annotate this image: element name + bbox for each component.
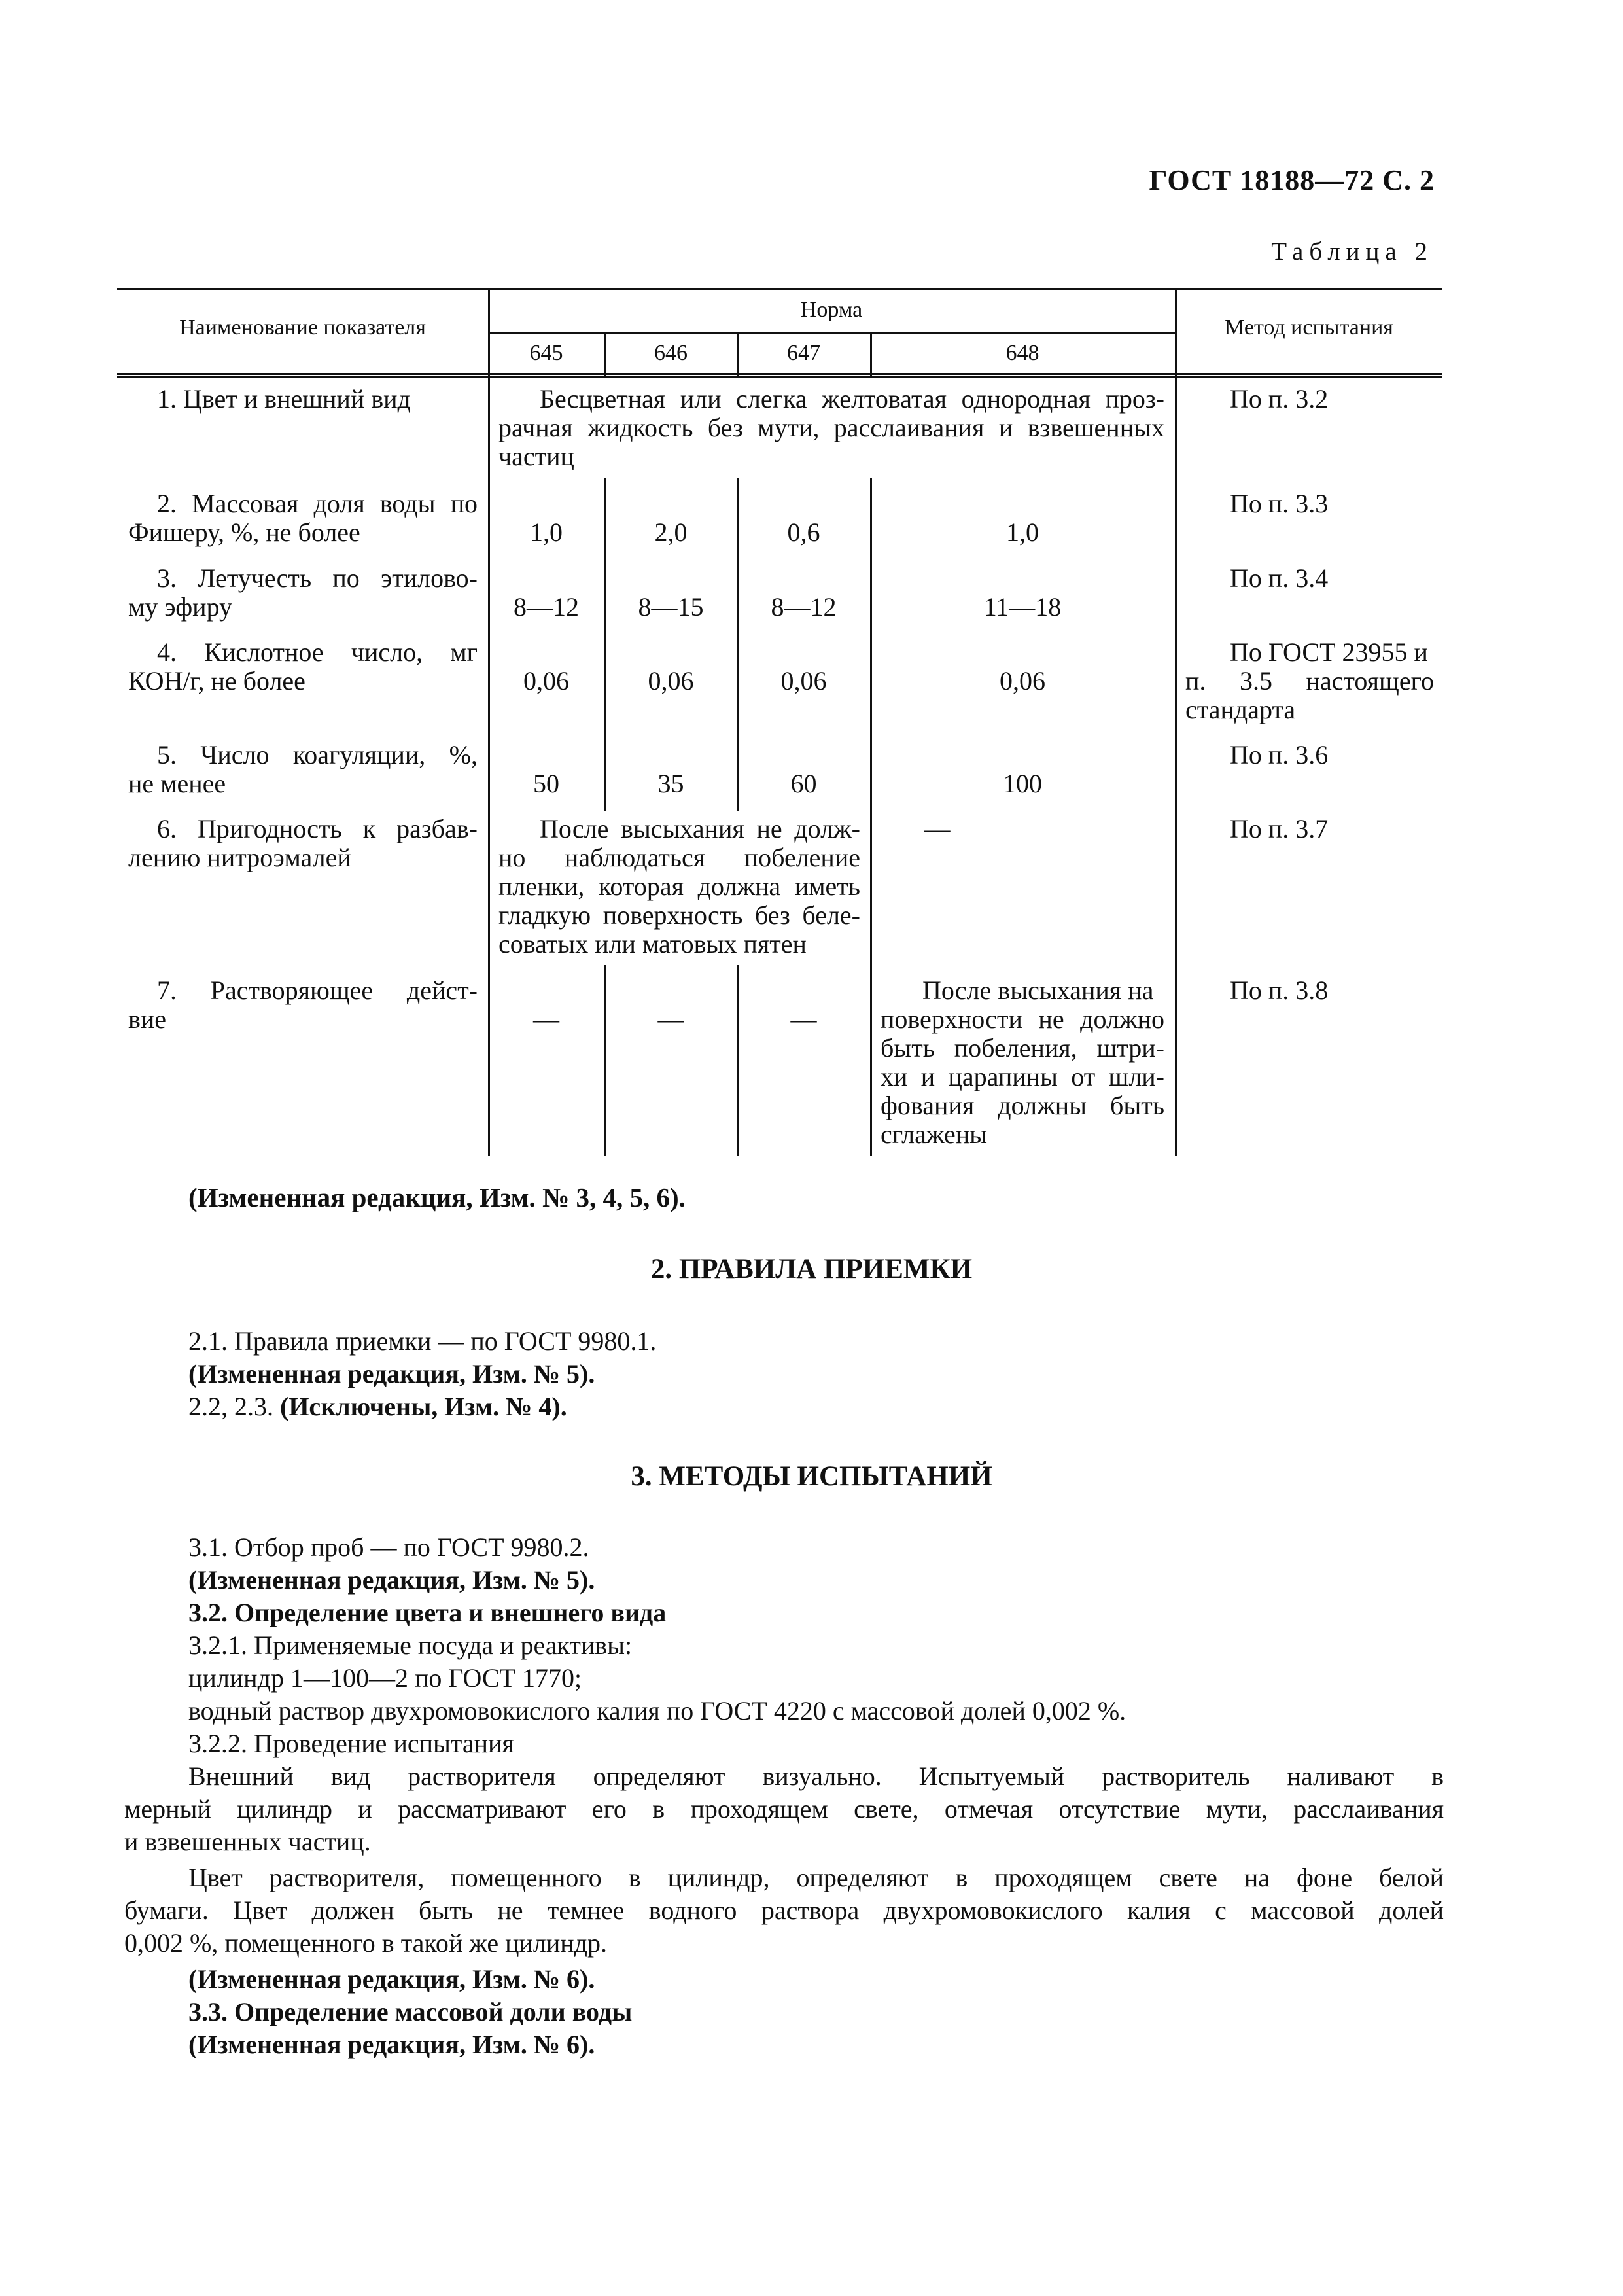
value-647: — <box>790 1004 817 1034</box>
value-646: 35 <box>657 769 684 798</box>
row-norm-text: гладкую поверхность без беле- <box>498 900 860 930</box>
row-name: му эфиру <box>128 592 233 622</box>
grade-646: 646 <box>654 341 688 365</box>
section-3-p10: (Измененная редакция, Изм. № 6). <box>188 2030 595 2059</box>
row-name: 3. Летучесть по этилово- <box>157 563 478 593</box>
row-method: По ГОСТ 23955 и <box>1230 637 1428 667</box>
value-645: 1,0 <box>530 518 563 547</box>
value-646: 8—15 <box>638 592 704 622</box>
grade-647: 647 <box>787 341 820 365</box>
section-3-p6: водный раствор двухромовокислого калия по ГОСТ 4220 с массовой долей 0,002 %. <box>188 1696 1126 1725</box>
value-646: 0,06 <box>648 666 694 696</box>
section-3-title: 3. МЕТОДЫ ИСПЫТАНИЙ <box>631 1461 992 1492</box>
col-header-name: Наименование показателя <box>179 315 426 340</box>
value-648-text: хи и царапины от шли- <box>881 1062 1164 1091</box>
row-method: По п. 3.3 <box>1230 489 1329 518</box>
row-name: 1. Цвет и внешний вид <box>157 384 411 414</box>
row-name: Фишеру, %, не более <box>128 518 360 547</box>
section-3-p3: 3.2. Определение цвета и внешнего вида <box>188 1598 667 1627</box>
value-648: 11—18 <box>983 592 1062 622</box>
row-name: 5. Число коагуляции, %, <box>157 740 478 769</box>
section-2-title: 2. ПРАВИЛА ПРИЕМКИ <box>650 1254 973 1284</box>
page-header: ГОСТ 18188—72 С. 2 <box>1149 164 1435 196</box>
row-method: По п. 3.2 <box>1230 384 1329 414</box>
row-norm-text: соватых или матовых пятен <box>498 929 807 959</box>
value-645: 8—12 <box>514 592 579 622</box>
row-method: По п. 3.4 <box>1230 563 1329 593</box>
section-2-p3: 2.2, 2.3. (Исключены, Изм. № 4). <box>188 1392 567 1421</box>
section-2-p1: 2.1. Правила приемки — по ГОСТ 9980.1. <box>188 1326 657 1356</box>
value-648: 1,0 <box>1006 518 1039 547</box>
row-name: 2. Массовая доля воды по <box>157 489 478 518</box>
row-norm-text: частиц <box>498 442 574 471</box>
row-method: п. 3.5 настоящего <box>1185 666 1434 696</box>
value-647: 60 <box>790 769 817 798</box>
section-3-p1: 3.1. Отбор проб — по ГОСТ 9980.2. <box>188 1532 589 1562</box>
grade-648: 648 <box>1005 341 1039 365</box>
table-caption: Таблица 2 <box>1271 238 1433 266</box>
row-norm-text: После высыхания не долж- <box>540 814 860 843</box>
section-3-p5: цилиндр 1—100—2 по ГОСТ 1770; <box>188 1663 582 1693</box>
col-header-norm: Норма <box>800 298 863 322</box>
table-amendment-note: (Измененная редакция, Изм. № 3, 4, 5, 6). <box>188 1182 686 1212</box>
row-method: По п. 3.8 <box>1230 976 1329 1005</box>
value-648: 100 <box>1003 769 1042 798</box>
row-method: По п. 3.6 <box>1230 740 1329 769</box>
section-2-p2: (Измененная редакция, Изм. № 5). <box>188 1359 595 1388</box>
value-648-text: поверхности не должно <box>881 1004 1164 1034</box>
value-648-text: После высыхания на <box>922 976 1154 1005</box>
section-3-p2: (Измененная редакция, Изм. № 5). <box>188 1565 595 1595</box>
row-name: не менее <box>128 769 226 798</box>
value-648: 0,06 <box>1000 666 1045 696</box>
row-name: лению нитроэмалей <box>128 843 351 872</box>
row-method: По п. 3.7 <box>1230 814 1329 843</box>
row-norm-text: пленки, которая должна иметь <box>498 872 860 901</box>
value-648-text: фования должны быть <box>881 1091 1164 1120</box>
row-norm-text: но наблюдаться побеление <box>498 843 860 872</box>
row-norm-text: Бесцветная или слегка желтоватая однородная проз- <box>540 384 1164 414</box>
row-name: 7. Растворяющее дейст- <box>157 976 478 1005</box>
section-3-p8: (Измененная редакция, Изм. № 6). <box>188 1964 595 1994</box>
section-3-p4: 3.2.1. Применяемые посуда и реактивы: <box>188 1631 633 1660</box>
value-648-text: быть побеления, штри- <box>881 1033 1164 1063</box>
col-header-method: Метод испытания <box>1225 315 1393 340</box>
value-647: 0,6 <box>787 518 820 547</box>
row-name: КОН/г, не более <box>128 666 305 696</box>
section-3-para2: Цвет растворителя, помещенного в цилиндр, определяют в проходящем свете на фоне белой бумаги. Цвет должен быть не темнее водного раствора двухромовокислого калия с массовой долей 0,002 %, помещенного в такой же цилиндр. <box>124 1863 1444 1958</box>
value-645: 0,06 <box>523 666 569 696</box>
row-method: стандарта <box>1185 695 1296 724</box>
row-name: вие <box>128 1004 167 1034</box>
row-norm-text: рачная жидкость без мути, расслаивания и взвешенных <box>498 413 1164 442</box>
grade-645: 645 <box>529 341 563 365</box>
value-647: 0,06 <box>780 666 827 696</box>
row-name: 4. Кислотное число, мг <box>157 637 478 667</box>
section-3-p7: 3.2.2. Проведение испытания <box>188 1729 514 1758</box>
value-648: — <box>924 814 951 843</box>
value-646: 2,0 <box>654 518 688 547</box>
row-name: 6. Пригодность к разбав- <box>157 814 478 843</box>
value-645: — <box>533 1004 559 1034</box>
value-645: 50 <box>533 769 559 798</box>
value-648-text: сглажены <box>881 1120 987 1149</box>
section-3-p9: 3.3. Определение массовой доли воды <box>188 1997 633 2026</box>
value-647: 8—12 <box>771 592 837 622</box>
value-646: — <box>657 1004 684 1034</box>
section-3-para1: Внешний вид растворителя определяют визуально. Испытуемый растворитель наливают в мерный цилиндр и рассматривают его в проходящем свете, отмечая отсутствие мути, расслаивания и взвешенных частиц. <box>124 1761 1444 1856</box>
